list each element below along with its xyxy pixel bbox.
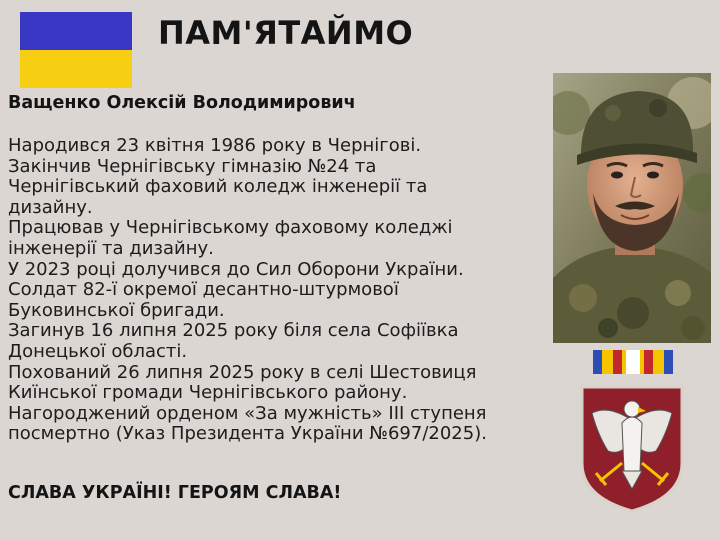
- person-name: Ващенко Олексій Володимирович: [8, 93, 356, 113]
- ukraine-flag-icon: [20, 12, 132, 88]
- slogan: СЛАВА УКРАЇНІ! ГЕРОЯМ СЛАВА!: [8, 483, 342, 503]
- flag-yellow-stripe: [20, 50, 132, 88]
- bio-line: Чернігівський фаховий коледж інженерії та: [8, 176, 428, 198]
- soldier-portrait-photo: [553, 73, 711, 343]
- bio-line: Нагороджений орденом «За мужність» ІІІ ступеня: [8, 402, 487, 424]
- bio-line: Народився 23 квітня 1986 року в Чернігові.: [8, 135, 422, 156]
- brigade-eagle-emblem-icon: [578, 385, 686, 513]
- page-title: ПАМ'ЯТАЙМО: [158, 14, 414, 52]
- bio-line: Солдат 82-ї окремої десантно-штурмової: [8, 279, 399, 301]
- bio-line: Загинув 16 липня 2025 року біля села Софіївка: [8, 320, 459, 342]
- ribbon-graphic: [593, 350, 673, 374]
- bio-line: Донецької області.: [8, 340, 188, 362]
- bio-line: дизайну.: [8, 196, 93, 218]
- bio-line: Буковинської бригади.: [8, 299, 225, 321]
- bio-line: Закінчив Чернігівську гімназію №24 та: [8, 155, 377, 177]
- flag-blue-stripe: [20, 12, 132, 50]
- bio-line: Працював у Чернігівському фаховому коледжі: [8, 217, 453, 239]
- bio-line: Похований 26 липня 2025 року в селі Шестовиця: [8, 361, 477, 383]
- bio-line: У 2023 році долучився до Сил Оборони України.: [8, 258, 464, 280]
- portrait-illustration: [553, 73, 711, 343]
- biography: [8, 136, 548, 445]
- bio-line: Киїнської громади Чернігівського району.: [8, 382, 408, 404]
- bio-line: посмертно (Указ Президента України №697/2025).: [8, 423, 487, 445]
- bio-line: інженерії та дизайну.: [8, 237, 214, 259]
- emblem-graphic: [578, 385, 686, 513]
- order-for-courage-ribbon-icon: [593, 350, 673, 374]
